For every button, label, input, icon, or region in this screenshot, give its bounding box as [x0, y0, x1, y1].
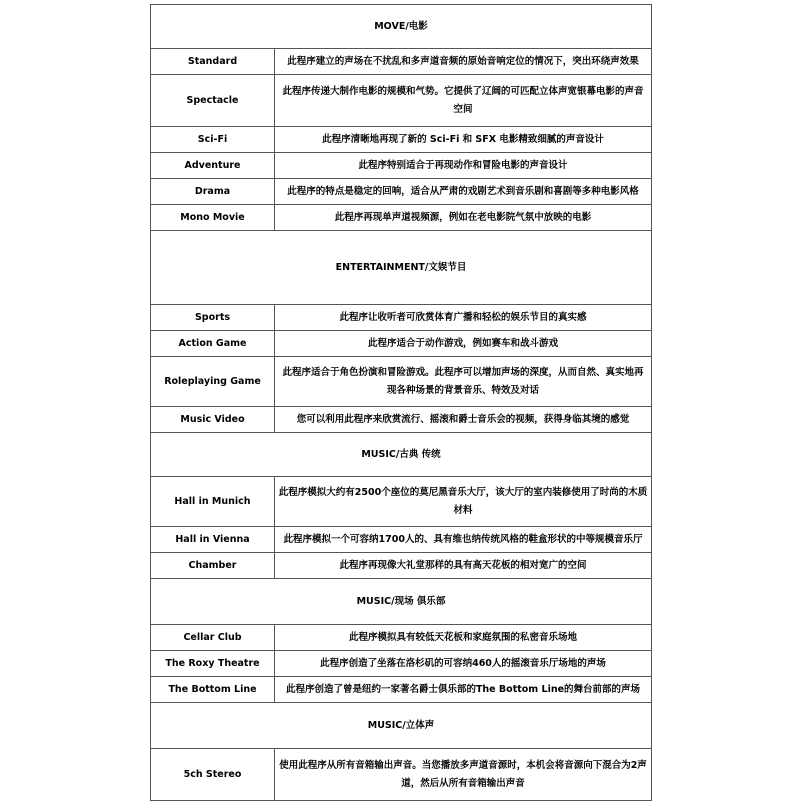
program-description: 此程序建立的声场在不扰乱和多声道音频的原始音响定位的情况下，突出环绕声效果: [275, 49, 652, 75]
program-name: The Roxy Theatre: [151, 651, 275, 677]
program-row: [151, 127, 652, 153]
program-description: 此程序再现像大礼堂那样的具有高天花板的相对宽广的空间: [275, 553, 652, 579]
program-description: 此程序模拟一个可容纳1700人的、具有维也纳传统风格的鞋盒形状的中等规模音乐厅: [275, 527, 652, 553]
program-description: 此程序的特点是稳定的回响，适合从严肃的戏剧艺术到音乐剧和喜剧等多种电影风格: [275, 179, 652, 205]
program-name: Action Game: [151, 331, 275, 357]
program-description: 此程序模拟具有较低天花板和家庭氛围的私密音乐场地: [275, 625, 652, 651]
program-row: [151, 477, 652, 527]
program-row: [151, 305, 652, 331]
program-row: [151, 527, 652, 553]
program-name: Hall in Vienna: [151, 527, 275, 553]
program-name: Standard: [151, 49, 275, 75]
program-name: The Bottom Line: [151, 677, 275, 703]
program-name: Hall in Munich: [151, 477, 275, 527]
program-name: Cellar Club: [151, 625, 275, 651]
program-name: Sci-Fi: [151, 127, 275, 153]
program-name: Chamber: [151, 553, 275, 579]
program-name: Music Video: [151, 407, 275, 433]
program-row: [151, 49, 652, 75]
program-row: [151, 625, 652, 651]
program-name: Drama: [151, 179, 275, 205]
program-description: 此程序适合于动作游戏，例如赛车和战斗游戏: [275, 331, 652, 357]
program-description: 此程序模拟大约有2500个座位的莫尼黑音乐大厅，该大厅的室内装修使用了时尚的木质材料: [275, 477, 652, 527]
section-header-row: [151, 5, 652, 49]
section-title: ENTERTAINMENT/文娱节目: [151, 231, 652, 305]
program-name: Mono Movie: [151, 205, 275, 231]
program-row: [151, 553, 652, 579]
program-row: [151, 75, 652, 127]
program-name: Sports: [151, 305, 275, 331]
program-row: [151, 749, 652, 801]
program-description: 此程序再现单声道视频源，例如在老电影院气氛中放映的电影: [275, 205, 652, 231]
program-description: 此程序传递大制作电影的规模和气势。它提供了辽阔的可匹配立体声宽银幕电影的声音空间: [275, 75, 652, 127]
section-title: MUSIC/立体声: [151, 703, 652, 749]
section-header-row: [151, 579, 652, 625]
program-name: Adventure: [151, 153, 275, 179]
program-row: [151, 357, 652, 407]
program-description: 使用此程序从所有音箱输出声音。当您播放多声道音源时，本机会将音源向下混合为2声道，然后从所有音箱输出声音: [275, 749, 652, 801]
program-name: Roleplaying Game: [151, 357, 275, 407]
program-name: 5ch Stereo: [151, 749, 275, 801]
program-name: Spectacle: [151, 75, 275, 127]
program-description: 此程序创造了坐落在洛杉矶的可容纳460人的摇滚音乐厅场地的声场: [275, 651, 652, 677]
program-description: 此程序清晰地再现了新的 Sci-Fi 和 SFX 电影精致细腻的声音设计: [275, 127, 652, 153]
program-row: [151, 153, 652, 179]
program-row: [151, 205, 652, 231]
program-description: 此程序特别适合于再现动作和冒险电影的声音设计: [275, 153, 652, 179]
program-row: [151, 331, 652, 357]
section-header-row: [151, 703, 652, 749]
section-title: MUSIC/古典 传统: [151, 433, 652, 477]
program-row: [151, 179, 652, 205]
section-title: MOVE/电影: [151, 5, 652, 49]
program-row: [151, 677, 652, 703]
program-row: [151, 651, 652, 677]
section-header-row: [151, 231, 652, 305]
program-table-body: [151, 5, 652, 801]
section-title: MUSIC/现场 俱乐部: [151, 579, 652, 625]
program-description: 您可以利用此程序来欣赏流行、摇滚和爵士音乐会的视频，获得身临其境的感觉: [275, 407, 652, 433]
program-description: 此程序适合于角色扮演和冒险游戏。此程序可以增加声场的深度，从而自然、真实地再现各种场景的背景音乐、特效及对话: [275, 357, 652, 407]
program-description: 此程序让收听者可欣赏体育广播和轻松的娱乐节目的真实感: [275, 305, 652, 331]
program-description: 此程序创造了曾是纽约一家著名爵士俱乐部的The Bottom Line的舞台前部的声场: [275, 677, 652, 703]
section-header-row: [151, 433, 652, 477]
program-row: [151, 407, 652, 433]
program-table: [150, 4, 652, 801]
